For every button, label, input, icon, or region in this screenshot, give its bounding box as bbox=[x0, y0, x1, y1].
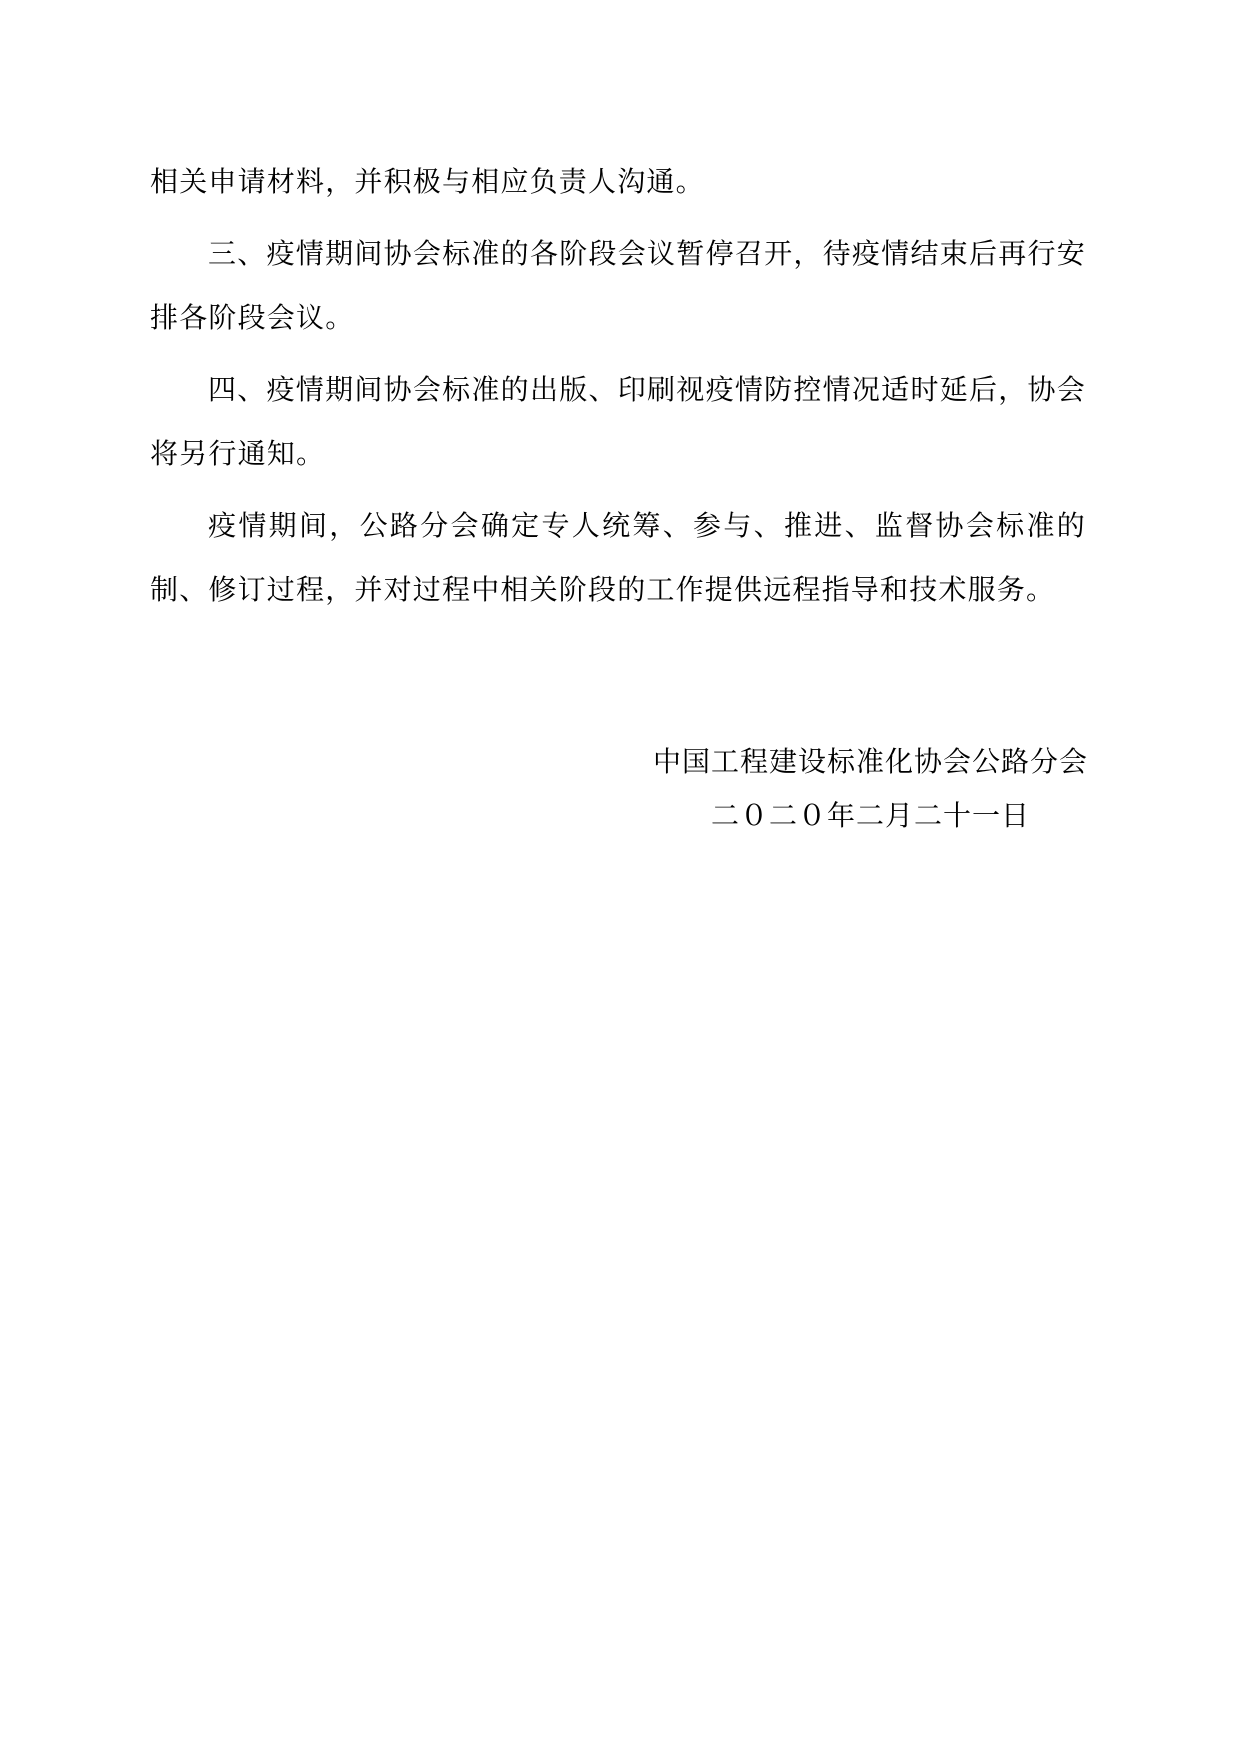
signature-date: 二０二０年二月二十一日 bbox=[710, 799, 1030, 832]
paragraph-continuation: 相关申请材料，并积极与相应负责人沟通。 bbox=[150, 165, 705, 198]
paragraph-closing: 疫情期间，公路分会确定专人统筹、参与、推进、监督协会标准的制、修订过程，并对过程中相关阶段的工作提供远程指导和技术服务。 bbox=[150, 509, 1086, 606]
document-body bbox=[150, 150, 1086, 630]
paragraph-item-three: 三、疫情期间协会标准的各阶段会议暂停召开，待疫情结束后再行安排各阶段会议。 bbox=[150, 237, 1086, 334]
signature-block bbox=[653, 735, 1088, 843]
paragraph-item-four: 四、疫情期间协会标准的出版、印刷视疫情防控情况适时延后，协会将另行通知。 bbox=[150, 373, 1086, 470]
signature-organization: 中国工程建设标准化协会公路分会 bbox=[652, 745, 1088, 778]
